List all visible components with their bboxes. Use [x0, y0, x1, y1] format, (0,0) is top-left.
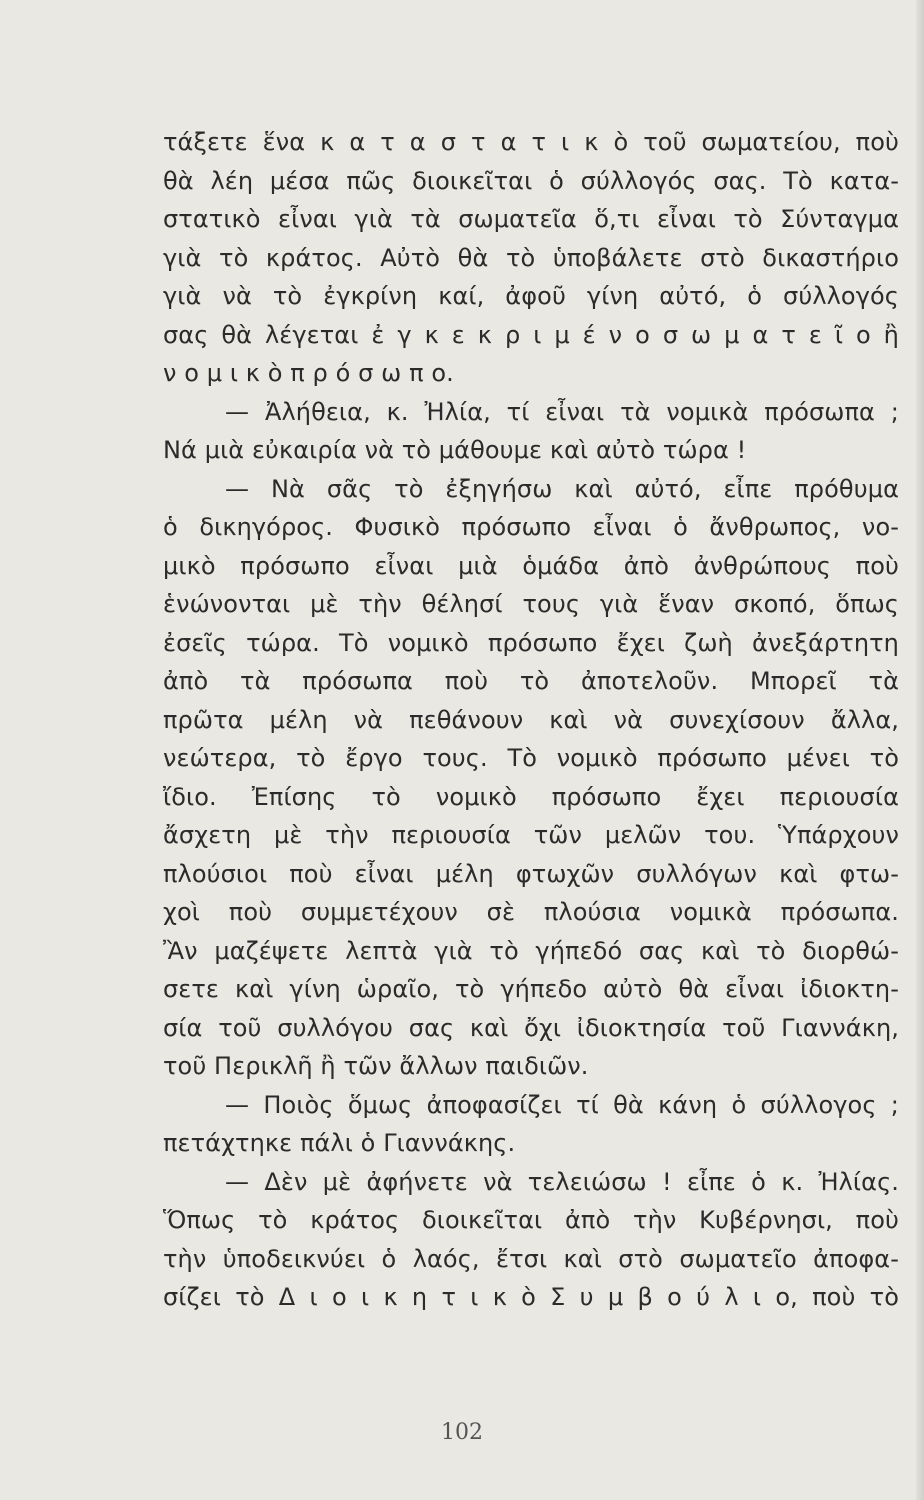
text-line: ὁ δικηγόρος. Φυσικὸ πρόσωπο εἶναι ὁ ἄνθρωπος, νο- — [163, 513, 899, 541]
body-text — [163, 123, 899, 1317]
text-line: σετε καὶ γίνη ὡραῖο, τὸ γήπεδο αὐτὸ θὰ εἶναι ἰδιοκτη- — [163, 975, 899, 1003]
text-line: γιὰ τὸ κράτος. Αὐτὸ θὰ τὸ ὑποβάλετε στὸ δικαστήριο — [163, 243, 899, 272]
text-line: πλούσιοι ποὺ εἶναι μέλη φτωχῶν συλλόγων καὶ φτω- — [163, 859, 899, 888]
text-line: τὴν ὑποδεικνύει ὁ λαός, ἔτσι καὶ στὸ σωματεῖο ἀποφα- — [163, 1244, 899, 1273]
text-line: πρῶτα μέλη νὰ πεθάνουν καὶ νὰ συνεχίσουν ἄλλα, — [163, 705, 899, 734]
page-number: 102 — [441, 1420, 483, 1445]
text-line: — Ποιὸς ὅμως ἀποφασίζει τί θὰ κάνη ὁ σύλλογος ; — [225, 1090, 899, 1119]
text-line: πετάχτηκε πάλι ὁ Γιαννάκης. — [163, 1129, 516, 1157]
text-line: μικὸ πρόσωπο εἶναι μιὰ ὁμάδα ἀπὸ ἀνθρώπους ποὺ — [163, 551, 899, 580]
text-line: ἐσεῖς τώρα. Τὸ νομικὸ πρόσωπο ἔχει ζωὴ ἀνεξάρτητη — [163, 628, 899, 657]
page-edge-shadow — [916, 0, 924, 1500]
text-line: — Νὰ σᾶς τὸ ἐξηγήσω καὶ αὐτό, εἶπε πρόθυμα — [225, 474, 899, 503]
text-line: χοὶ ποὺ συμμετέχουν σὲ πλούσια νομικὰ πρόσωπα. — [163, 898, 899, 926]
text-line: νεώτερα, τὸ ἔργο τους. Τὸ νομικὸ πρόσωπο μένει τὸ — [163, 744, 899, 772]
text-line: ἀπὸ τὰ πρόσωπα ποὺ τὸ ἀποτελοῦν. Μπορεῖ τὰ — [163, 667, 899, 695]
text-line: σίζει τὸ Δ ι ο ι κ η τ ι κ ὸ Σ υ μ β ο ύ λ ι ο, ποὺ τὸ — [163, 1283, 899, 1311]
text-line: — Δὲν μὲ ἀφήνετε νὰ τελειώσω ! εἶπε ὁ κ. Ἠλίας. — [225, 1167, 899, 1196]
text-line: σας θὰ λέγεται ἐ γ κ ε κ ρ ι μ έ ν ο σ ω μ α τ ε ῖ ο ἢ — [163, 320, 899, 349]
text-line: τάξετε ἕνα κ α τ α σ τ α τ ι κ ὸ τοῦ σωματείου, ποὺ — [163, 128, 899, 156]
text-line: ἴδιο. Ἐπίσης τὸ νομικὸ πρόσωπο ἔχει περιουσία — [163, 782, 899, 811]
text-line: στατικὸ εἶναι γιὰ τὰ σωματεῖα ὅ,τι εἶναι τὸ Σύνταγμα — [163, 205, 899, 233]
text-line: σία τοῦ συλλόγου σας καὶ ὄχι ἰδιοκτησία τοῦ Γιαννάκη, — [163, 1013, 899, 1042]
text-line: ἑνώνονται μὲ τὴν θέλησί τους γιὰ ἕναν σκοπό, ὅπως — [163, 590, 899, 618]
text-line: ν ο μ ι κ ὸ π ρ ό σ ω π ο. — [163, 359, 454, 387]
text-line: ἄσχετη μὲ τὴν περιουσία τῶν μελῶν του. Ὑπάρχουν — [163, 821, 899, 849]
text-line: γιὰ νὰ τὸ ἐγκρίνη καί, ἀφοῦ γίνη αὐτό, ὁ σύλλογός — [163, 282, 899, 310]
text-line: θὰ λέη μέσα πῶς διοικεῖται ὁ σύλλογός σας. Τὸ κατα- — [163, 166, 899, 195]
text-line: τοῦ Περικλῆ ἢ τῶν ἄλλων παιδιῶν. — [163, 1052, 589, 1080]
text-line: Νά μιὰ εὐκαιρία νὰ τὸ μάθουμε καὶ αὐτὸ τώρα ! — [163, 436, 747, 464]
text-line: Ὅπως τὸ κράτος διοικεῖται ἀπὸ τὴν Κυβέρνησι, ποὺ — [163, 1206, 899, 1234]
text-line: — Ἀλήθεια, κ. Ἠλία, τί εἶναι τὰ νομικὰ πρόσωπα ; — [225, 397, 899, 426]
text-line: Ἂν μαζέψετε λεπτὰ γιὰ τὸ γήπεδό σας καὶ τὸ διορθώ- — [163, 936, 899, 965]
